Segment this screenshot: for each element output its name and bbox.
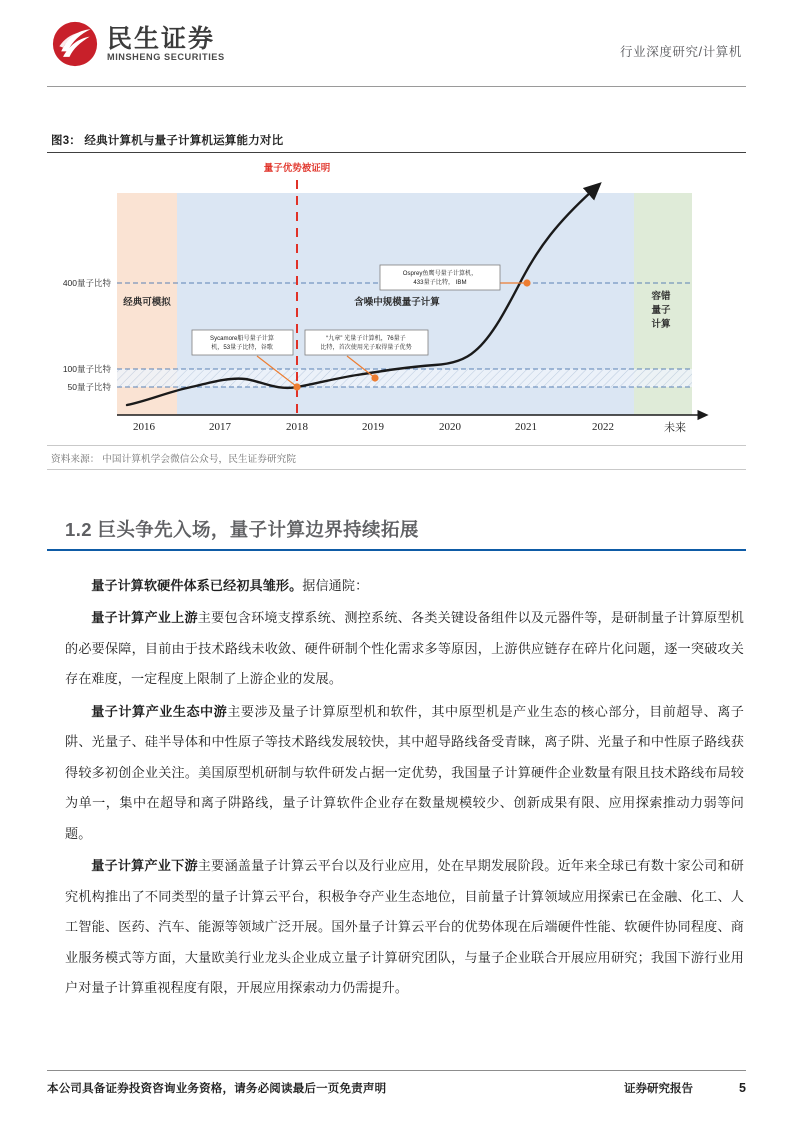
paragraph-midstream-lead: 量子计算产业生态中游 — [91, 703, 228, 719]
osprey-annotation-line1: Osprey鱼鹰号量子计算机， — [402, 270, 478, 277]
paragraph-upstream-body: 主要包含环境支撑系统、测控系统、各类关键设备组件以及元器件等，是研制量子计算原型机的必要保障，目前由于技术路线未收敛、硬件研制个性化需求多等原因，上游供应链存在碎片化问题，逐一突破攻关存在难度，一定程度上限制了上游企业的发展。 — [65, 610, 744, 687]
jiuzhang-annotation-line1: “九章” 光量子计算机，76量子 — [326, 335, 406, 342]
section-heading-underline — [47, 549, 746, 551]
paragraph-downstream — [65, 851, 744, 1004]
brand-text — [107, 23, 225, 62]
page-footer — [47, 1070, 746, 1096]
jiuzhang-annotation-box — [305, 330, 428, 355]
body-copy — [47, 571, 746, 1004]
figure-source-bottom-divider — [47, 469, 746, 470]
footer-disclaimer: 本公司具备证券投资咨询业务资格，请务必阅读最后一页免责声明 — [47, 1083, 387, 1095]
region-label-faulttolerant-3: 计算 — [651, 319, 671, 330]
figure-title: 图3： 经典计算机与量子计算机运算能力对比 — [51, 135, 284, 147]
x-tick-label-2016: 2016 — [133, 421, 155, 433]
paragraph-intro-lead: 量子计算软硬件体系已经初具雏形。 — [91, 577, 303, 593]
x-tick-label-2020: 2020 — [439, 421, 461, 433]
brand-name-en: MINSHENG SECURITIES — [107, 51, 225, 62]
paragraph-midstream — [65, 697, 744, 850]
x-tick-label-2021: 2021 — [515, 421, 537, 433]
y-tick-label-100: 100量子比特 — [62, 364, 111, 374]
x-tick-label-2017: 2017 — [209, 421, 231, 433]
y-tick-label-400: 400量子比特 — [62, 278, 111, 288]
osprey-annotation-line2: 433量子比特， IBM — [413, 279, 467, 286]
paragraph-intro — [65, 571, 744, 602]
quantum-supremacy-label: 量子优势被证明 — [263, 163, 331, 174]
sycamore-annotation-line2: 机，53量子比特，谷歌 — [211, 344, 273, 351]
paragraph-midstream-body: 主要涉及量子计算原型机和软件，其中原型机是产业生态的核心部分，目前超导、离子阱、光量子、硅半导体和中性原子等技术路线发展较快，其中超导路线备受青睐，离子阱、光量子和中性原子路线获得较多初创企业关注。美国原型机研制与软件研发占据一定优势，我国量子计算硬件企业数量有限且技术路线布局较为单一，集中在超导和离子阱路线，量子计算软件企业存在数量规模较少、创新成果有限、应用探索推动力弱等问题。 — [65, 703, 744, 841]
region-label-nisq: 含噪中规模量子计算 — [354, 297, 440, 308]
x-tick-label-2019: 2019 — [362, 421, 384, 433]
paragraph-downstream-body: 主要涵盖量子计算云平台以及行业应用，处在早期发展阶段。近年来全球已有数十家公司和研究机构推出了不同类型的量子计算云平台，积极争夺产业生态地位，目前量子计算领域应用探索已在金融、化工、人工智能、医药、汽车、能源等领域广泛开展。国外量子计算云平台的优势体现在后端硬件性能、软硬件协同程度、商业服务模式等方面，大量欧美行业龙头企业成立量子计算研究团队，与量子企业联合开展应用研究；我国下游行业用户对量子计算重视程度有限，开展应用探索动力仍需提升。 — [65, 858, 744, 996]
header-divider — [47, 86, 746, 87]
footer-right-group — [624, 1080, 746, 1096]
region-label-classical: 经典可模拟 — [123, 297, 171, 308]
sycamore-data-point — [293, 383, 300, 390]
header-category-label: 行业深度研究/计算机 — [620, 45, 742, 59]
jiuzhang-annotation-line2: 比特，首次使用光子取得量子优势 — [320, 344, 412, 351]
sycamore-annotation-box — [192, 330, 293, 355]
figure-block — [47, 132, 746, 470]
paragraph-intro-body: 据信通院： — [302, 577, 369, 593]
x-tick-label-2018: 2018 — [286, 421, 308, 433]
paragraph-upstream — [65, 603, 744, 695]
chart-container — [47, 153, 746, 445]
sycamore-annotation-line1: Sycamore船号量子计算 — [210, 335, 274, 342]
paragraph-downstream-lead: 量子计算产业下游 — [91, 858, 198, 874]
footer-divider — [47, 1070, 746, 1071]
brand-logo — [47, 21, 225, 67]
x-tick-label-2022: 2022 — [592, 421, 614, 433]
figure-source: 资料来源： 中国计算机学会微信公众号，民生证券研究院 — [51, 454, 297, 465]
osprey-data-point — [523, 279, 530, 286]
paragraph-upstream-lead: 量子计算产业上游 — [91, 610, 198, 626]
section-heading: 1.2 巨头争先入场，量子计算边界持续拓展 — [65, 519, 419, 540]
jiuzhang-data-point — [371, 374, 378, 381]
minsheng-logo-icon — [52, 21, 98, 67]
y-tick-label-50: 50量子比特 — [67, 382, 111, 392]
region-label-faulttolerant-2: 量子 — [651, 305, 671, 316]
footer-report-type: 证券研究报告 — [624, 1083, 694, 1095]
page-header — [47, 0, 746, 88]
footer-row — [47, 1080, 746, 1096]
x-tick-label-future: 未来 — [664, 422, 686, 434]
region-label-faulttolerant: 容错 — [651, 291, 671, 302]
brand-name-cn: 民生证券 — [107, 23, 216, 53]
footer-page-number: 5 — [739, 1081, 746, 1095]
osprey-annotation-box — [380, 265, 500, 290]
quantum-capability-chart — [47, 153, 746, 445]
